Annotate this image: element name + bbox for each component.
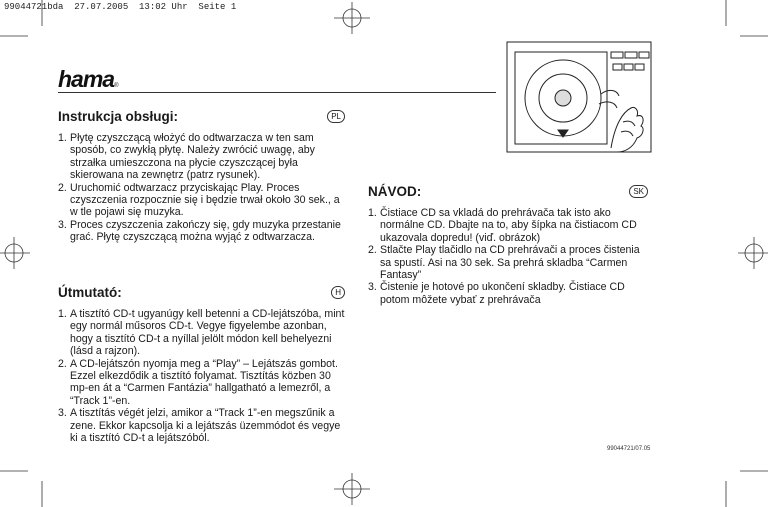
list-item: 2. Stlačte Play tlačidlo na CD prehrávači a proces čistenia sa spustí. Asi na 30 sek. Sa prehrá skladba “Carmen Fantasy”: [368, 244, 640, 282]
section-pl: [58, 109, 345, 244]
section-title-hu: Útmutató: H: [58, 285, 345, 300]
section-sk: [368, 184, 648, 306]
print-header: 99044721bda 27.07.2005 13:02 Uhr Seite 1: [4, 2, 237, 12]
language-badge-pl: PL: [327, 110, 345, 123]
list-item: 3. Čistenie je hotové po ukončení skladby. Čistiace CD potom môžete vybať z prehrávača: [368, 281, 625, 306]
instruction-list-pl: [58, 132, 345, 244]
cd-insertion-illustration: [505, 38, 655, 156]
list-item: 1. Płytę czyszczącą włożyć do odtwarzacza w ten sam sposób, co zwykłą płytę. Należy zwrócić uwagę, aby strzałka umieszczona na płycie czyszczącej była skierowana na zewnętrz (patrz rysunek).: [58, 132, 315, 182]
section-title-pl: Instrukcja obsługi: PL: [58, 109, 345, 124]
list-item: 2. A CD-lejátszón nyomja meg a “Play” – Lejátszás gombot. Ezzel elkezdődik a tisztító folyamat. Tisztítás közben 30 mp-en át a “Carmen Fantázia” hallgatható a lemezről, a “Track 1”-en.: [58, 357, 338, 407]
instruction-list-sk: [368, 207, 648, 306]
header-rule: [58, 92, 496, 93]
hama-logo: hama®: [58, 66, 119, 92]
list-item: 1. A tisztító CD-t ugyanúgy kell betenni a CD-lejátszóba, mint egy normál műsoros CD-t. Vegye figyelembe azonban, hogy a tisztító CD-t a nyíllal jelölt módon kell behelyezni (lásd a rajzon).: [58, 308, 345, 358]
document-code: 99044721/07.05: [607, 446, 651, 452]
instruction-list-hu: [58, 308, 345, 444]
language-badge-sk: SK: [629, 185, 648, 198]
list-item: 3. Proces czyszczenia zakończy się, gdy muzyka przestanie grać. Płytę czyszczącą można wyjąć z odtwarzacza.: [58, 218, 341, 244]
section-hu: [58, 285, 345, 444]
language-badge-hu: H: [331, 286, 345, 299]
list-item: 1. Čistiace CD sa vkladá do prehrávača tak isto ako normálne CD. Dbajte na to, aby šípka na čistiacom CD ukazovala dopredu! (viď. obrázok): [368, 207, 637, 244]
list-item: 3. A tisztítás végét jelzi, amikor a “Track 1”-en megszűnik a zene. Ekkor kapcsolja ki a lejátszás üzemmódot és vegye ki a tisztító CD-t a lejátszóból.: [58, 407, 341, 445]
section-title-sk: NÁVOD: SK: [368, 184, 648, 199]
list-item: 2. Uruchomić odtwarzacz przyciskając Play. Proces czyszczenia rozpocznie się i będzie trwał około 30 sek., a w tle pojawi się muzyka.: [58, 181, 340, 219]
